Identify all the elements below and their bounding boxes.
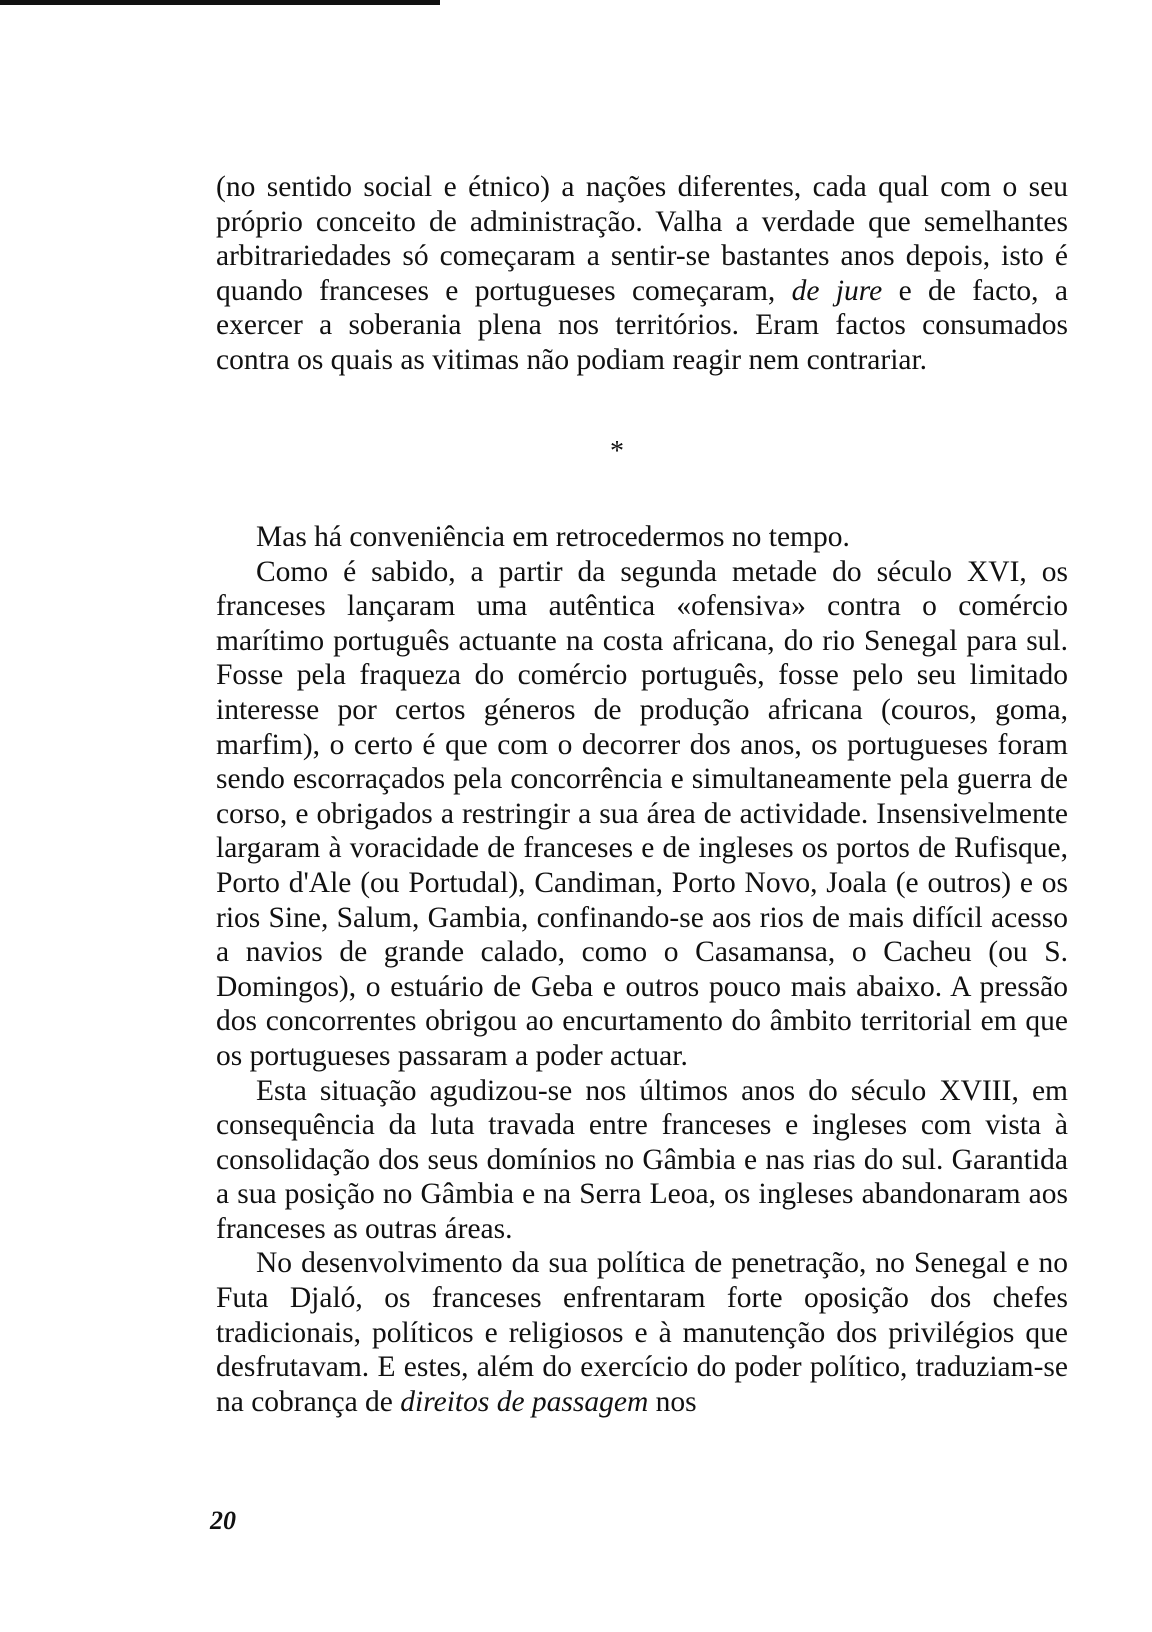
section-separator: * — [610, 436, 624, 467]
page-number: 20 — [210, 1506, 236, 1535]
italic-direitos-de-passagem: direitos de passagem — [400, 1385, 649, 1418]
text-block-upper — [216, 170, 1068, 378]
paragraph-4: Esta situação agudizou-se nos últimos anos do século XVIII, em consequência da luta travada entre franceses e ingleses com vista à consolidação dos seus domínios no Gâmbia e nas rias do sul. Garantida a sua posição no Gâmbia e na Serra Leoa, os ingleses abandonaram aos franceses as outras áreas. — [216, 1074, 1069, 1245]
top-rule — [0, 0, 440, 5]
paragraph-1: (no sentido social e étnico) a nações diferentes, cada qual com o seu próprio conceito de administração. Valha a verdade que semelhantes arbitrariedades só começaram a sentir-se bastantes anos depois, isto é quando franceses e portugueses começaram, de jure e de facto, a exercer a soberania plena nos territórios. Eram factos consumados contra os quais as vitimas não podiam reagir nem contrariar. — [216, 171, 1068, 376]
paragraph-2: Mas há conveniência em retrocedermos no tempo. — [256, 521, 850, 553]
text-block-main — [216, 520, 1068, 1419]
paragraph-5: No desenvolvimento da sua política de penetração, no Senegal e no Futa Djaló, os franceses enfrentaram forte oposição dos chefes tradicionais, políticos e religiosos e à manutenção dos privilégios que desfrutavam. E estes, além do exercício do poder político, traduziam-se na cobrança de direitos de passagem nos — [216, 1247, 1068, 1418]
century-xviii: XVIII — [939, 1074, 1012, 1107]
paragraph-3: Como é sabido, a partir da segunda metade do século XVI, os franceses lançaram uma autêntica «ofensiva» contra o comércio marítimo português actuante na costa africana, do rio Senegal para sul. Fosse pela fraqueza do comércio português, fosse pelo seu limitado interesse por certos géneros de produção africana (couros, goma, marfim), o certo é que com o decorrer dos anos, os portugueses foram sendo escorraçados pela concorrência e simultaneamente pela guerra de corso, e obrigados a restringir a sua área de actividade. Insensivelmente largaram à voracidade de franceses e de ingleses os portos de Rufisque, Porto d'Ale (ou Portudal), Candiman, Porto Novo, Joala (e outros) e os rios Sine, Salum, Gambia, confinando-se aos rios de mais difícil acesso a navios de grande calado, como o Casamansa, o Cacheu (ou S. Domingos), o estuário de Geba e outros pouco mais abaixo. A pressão dos concorrentes obrigou ao encurtamento do âmbito territorial em que os portugueses passaram a poder actuar. — [216, 555, 1068, 1072]
italic-de-jure: de jure — [791, 274, 883, 307]
century-xvi: XVI — [966, 555, 1020, 588]
